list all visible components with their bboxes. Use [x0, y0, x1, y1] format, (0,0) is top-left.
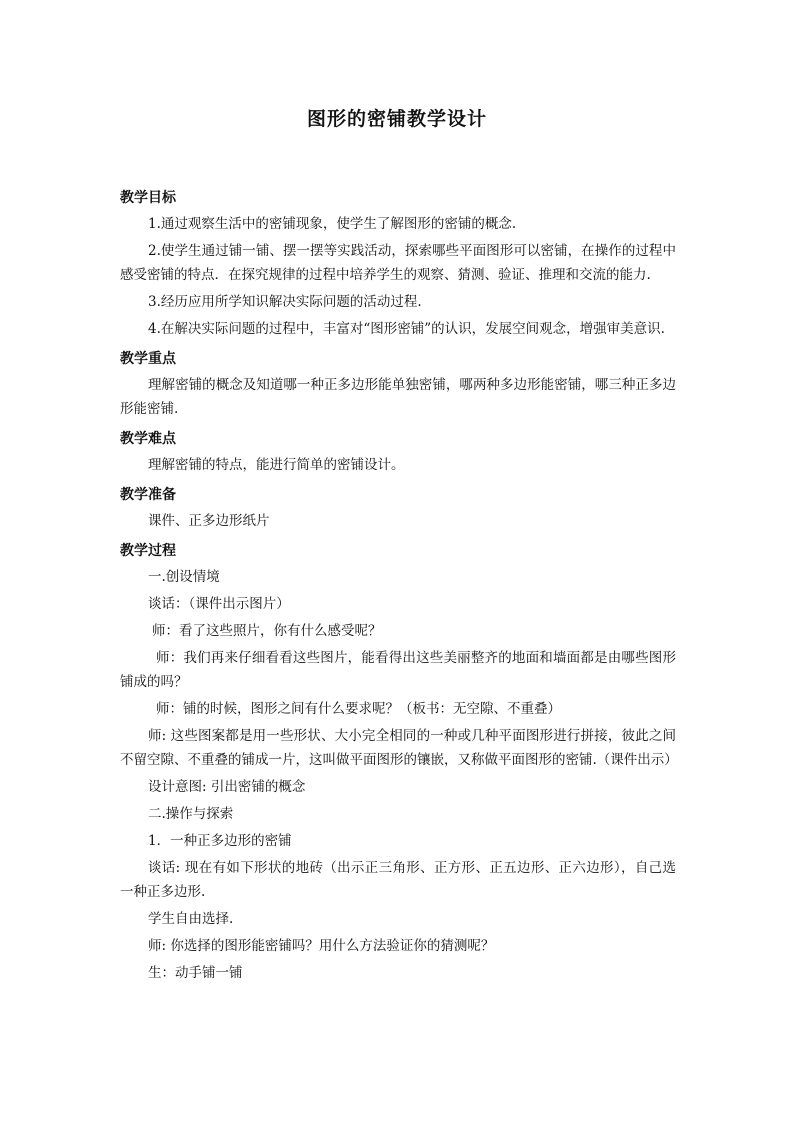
- process-line: 师：看了这些照片，你有什么感受呢？: [152, 623, 382, 639]
- heading-difficulties: 教学难点: [120, 431, 176, 447]
- process-line: 1．一种正多边形的密铺: [148, 833, 292, 849]
- process-line: 设计意图: 引出密铺的概念: [148, 779, 306, 795]
- process-line: 师: 你选择的图形能密铺吗？用什么方法验证你的猜测呢？: [148, 938, 495, 954]
- difficulties-text: 理解密铺的特点，能进行简单的密铺设计。: [148, 457, 405, 473]
- process-line: 生：动手铺一铺: [148, 965, 243, 981]
- heading-preparation: 教学准备: [120, 487, 176, 503]
- process-line: 学生自由选择.: [148, 911, 234, 927]
- process-line: 师：我们再来仔细看看这些图片，能看得出这些美丽整齐的地面和墙面都是由哪些图形铺成的吗？: [120, 650, 676, 690]
- objective-item: 2.使学生通过铺一铺、摆一摆等实践活动，探索哪些平面图形可以密铺，在操作的过程中感受密铺的特点．在探究规律的过程中培养学生的观察、猜测、验证、推理和交流的能力.: [120, 243, 676, 283]
- heading-process: 教学过程: [120, 543, 176, 559]
- key-points-text: 理解密铺的概念及知道哪一种正多边形能单独密铺，哪两种多边形能密铺，哪三种正多边形能密铺.: [120, 377, 676, 417]
- process-line: 师：铺的时候，图形之间有什么要求呢？（板书：无空隙、不重叠）: [156, 701, 561, 717]
- process-line: 师: 这些图案都是用一些形状、大小完全相同的一种或几种平面图形进行拼接，彼此之间不留空隙、不重叠的铺成一片，这叫做平面图形的镶嵌，又称做平面图形的密铺.（课件出示）: [120, 728, 678, 768]
- heading-key-points: 教学重点: [120, 351, 176, 367]
- process-line: 谈话: 现在有如下形状的地砖（出示正三角形、正方形、正五边形、正六边形），自己选一种正多边形.: [120, 860, 676, 900]
- objective-item: 3.经历应用所学知识解决实际问题的活动过程.: [148, 294, 422, 310]
- heading-objectives: 教学目标: [120, 190, 176, 206]
- objective-item: 1.通过观察生活中的密铺现象，使学生了解图形的密铺的概念.: [148, 216, 517, 232]
- document-body: [120, 180, 676, 988]
- process-line: 二.操作与探索: [148, 806, 234, 822]
- process-line: 一.创设情境: [148, 569, 220, 585]
- document-title: 图形的密铺教学设计: [306, 108, 487, 130]
- objective-item: 4.在解决实际问题的过程中，丰富对“图形密铺”的认识，发展空间观念，增强审美意识.: [148, 321, 665, 337]
- preparation-text: 课件、正多边形纸片: [148, 513, 270, 529]
- process-line: 谈话：（课件出示图片）: [148, 596, 290, 612]
